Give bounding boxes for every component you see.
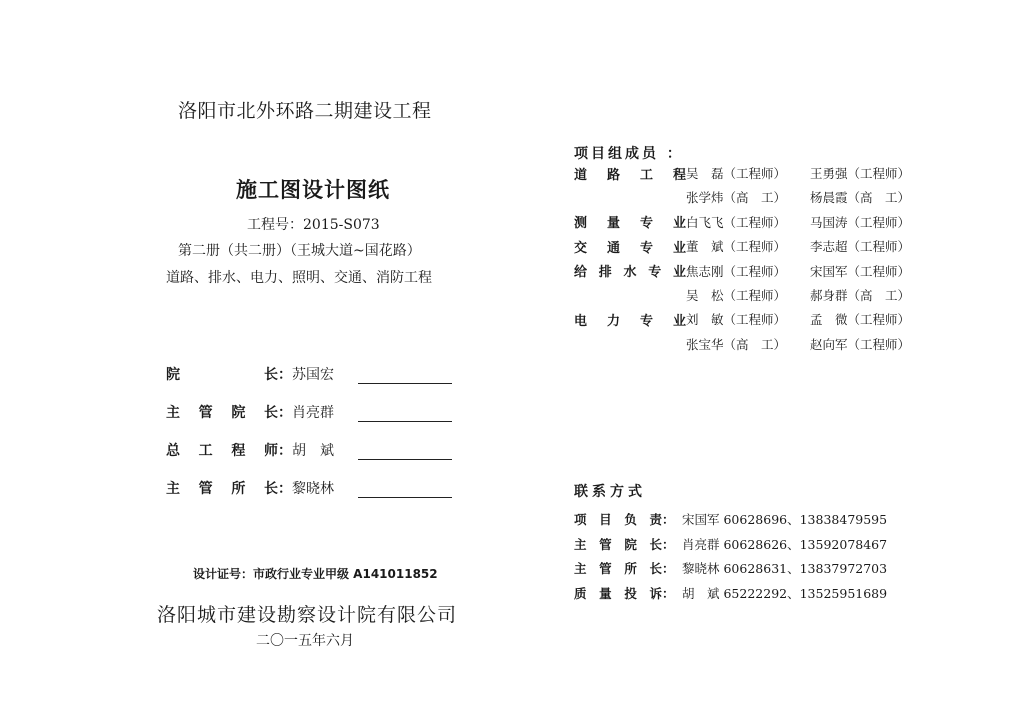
signature-row [166,400,452,422]
document-title: 施工图设计图纸 [236,177,390,202]
member-name: 刘 敏（工程师） [686,312,787,328]
contact-colon: ： [662,561,675,576]
contact-label [574,584,662,602]
signature-name: 黎晓林 [292,481,334,497]
contact-colon: ： [662,536,675,552]
member-department-char: 业 [672,265,686,281]
volume-info: 第二册（共二册）（王城大道~国花路） [178,243,421,259]
member-row [574,334,920,354]
member-row [574,187,920,207]
signature-line [358,367,452,384]
contact-label-char: 质 [574,585,587,601]
member-name: 杨晨霞（高 工） [810,190,911,206]
member-name: 董 斌（工程师） [686,239,787,255]
contact-label-char: 量 [599,585,612,601]
signature-role-char: 院 [166,367,180,383]
member-name: 马国涛（工程师） [810,214,911,230]
contact-label-char: 责 [649,512,662,527]
member-department-char: 电 [574,313,588,329]
member-department-char: 专 [639,240,653,256]
member-department-char: 力 [606,313,620,329]
contact-label-char: 项 [574,512,587,527]
member-name: 张学炜（高 工） [686,190,787,206]
signature-role-char: 长 [263,405,278,421]
contact-info: 胡 斌 65222292、13525951689 [682,585,888,601]
member-name: 郝身群（高 工） [810,288,911,303]
signature-colon: ： [278,405,292,421]
signature-role-char: 长 [264,367,278,383]
member-department [574,310,686,329]
member-name: 王勇强（工程师） [810,166,911,181]
signature-role-char: 管 [198,481,213,497]
member-department-char: 交 [574,240,588,256]
member-name: 吴 磊（工程师） [686,166,787,181]
member-name: 张宝华（高 工） [686,336,787,352]
contact-label-char: 管 [599,561,612,576]
member-department-char: 业 [672,313,686,329]
contact-label-char: 目 [599,512,612,527]
signature-row [166,476,452,498]
signature-role-char: 主 [166,481,180,497]
contact-label-char: 主 [574,536,587,552]
member-department-char: 量 [606,216,620,232]
member-department [574,261,686,280]
member-department-char: 水 [623,265,637,281]
member-name: 李志超（工程师） [810,239,911,255]
members-title: 项目组成员 ： [574,146,684,162]
contact-label-char: 长 [649,561,662,576]
member-row [574,212,920,232]
member-name: 宋国军（工程师） [810,263,911,279]
contact-label-char: 诉 [649,585,662,601]
signature-colon: ： [278,443,292,459]
contact-colon: ： [662,585,675,601]
signature-role [166,364,278,384]
member-department [574,212,686,231]
member-department-char: 路 [606,167,620,183]
company-name: 洛阳城市建设勘察设计院有限公司 [157,604,458,626]
signature-role-char: 主 [166,405,180,421]
member-department [574,164,686,183]
member-name: 白飞飞（工程师） [686,214,787,230]
signature-colon: ： [278,481,292,497]
engineering-scope: 道路、排水、电力、照明、交通、消防工程 [166,270,432,286]
contact-label [574,559,662,577]
contact-label-char: 所 [624,561,637,576]
contact-label-char: 主 [574,561,587,576]
contact-info: 黎晓林 60628631、13837972703 [682,561,888,576]
signature-row [166,438,452,460]
contact-label-char: 投 [624,585,637,601]
member-department-char: 专 [639,216,653,232]
signature-line [358,405,452,422]
member-department-char: 工 [639,167,653,183]
member-name: 孟 微（工程师） [810,312,911,328]
signature-role-char: 工 [198,443,213,459]
member-department-char: 程 [672,167,686,183]
signature-role-char: 长 [263,481,278,497]
member-name: 赵向军（工程师） [810,336,911,352]
signature-name: 胡 斌 [292,443,334,459]
contact-label-char: 管 [599,536,612,552]
contact-label [574,510,662,528]
member-department-char: 业 [672,240,686,256]
signature-name: 苏国宏 [292,367,334,383]
contact-row [574,558,888,578]
member-row [574,309,920,329]
document-date: 二〇一五年六月 [256,633,354,649]
contact-label-char: 院 [624,536,637,552]
signature-role-char: 所 [231,481,246,497]
contact-label-char: 长 [649,536,662,552]
signature-role-char: 程 [231,443,246,459]
member-row [574,261,920,281]
member-department-char: 专 [639,313,653,329]
member-row [574,236,920,256]
signature-role-char: 总 [166,443,180,459]
contact-row [574,509,888,529]
member-department-char: 业 [672,216,686,232]
signature-name: 肖亮群 [292,405,334,421]
design-certificate: 设计证号：市政行业专业甲级 A141011852 [193,567,438,581]
contact-info: 肖亮群 60628626、13592078467 [682,536,888,552]
member-department-char: 给 [574,265,588,281]
contact-label-char: 负 [624,512,637,527]
signature-row [166,362,452,384]
signature-line [358,443,452,460]
contact-info: 宋国军 60628696、13838479595 [682,512,888,527]
member-department-char: 排 [598,265,612,281]
contact-title: 联系方式 [574,484,646,500]
signature-role [166,440,278,460]
member-department-char: 专 [648,265,662,281]
signature-role-char: 师 [263,443,278,459]
signature-role-char: 管 [198,405,213,421]
member-row [574,285,920,305]
contact-row [574,583,888,603]
member-row [574,163,920,183]
signature-role [166,402,278,422]
member-name: 吴 松（工程师） [686,288,787,303]
member-department [574,237,686,256]
project-number: 工程号：2015-S073 [247,217,380,233]
member-department-char: 道 [574,167,588,183]
contact-label [574,535,662,553]
contact-row [574,534,888,554]
signature-role-char: 院 [231,405,246,421]
project-title: 洛阳市北外环路二期建设工程 [178,100,432,122]
signature-colon: ： [278,367,292,383]
member-department-char: 通 [606,240,620,256]
contact-colon: ： [662,512,675,527]
signature-line [358,481,452,498]
signature-role [166,478,278,498]
member-department-char: 测 [574,216,588,232]
member-name: 焦志刚（工程师） [686,263,787,279]
